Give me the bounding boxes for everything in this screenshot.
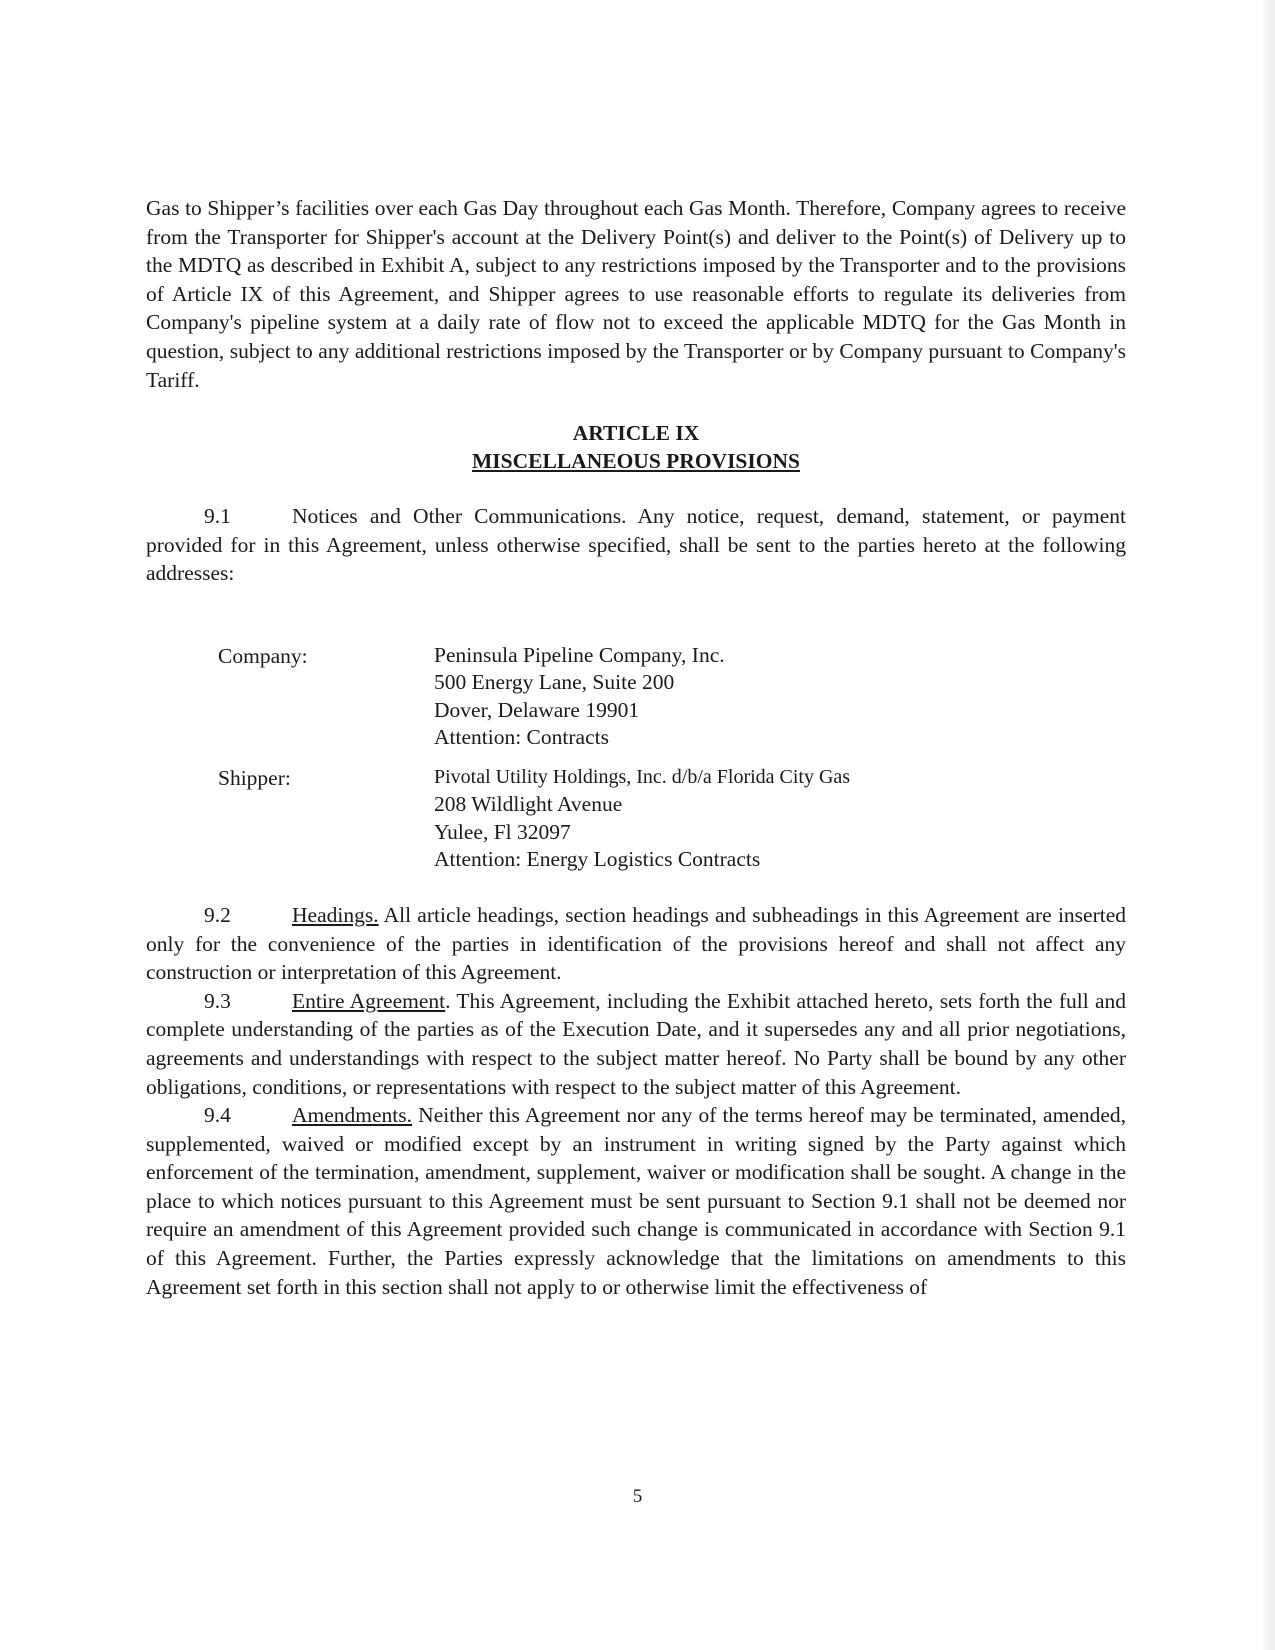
section-9-1 bbox=[146, 502, 1126, 588]
address-spacer-row bbox=[218, 752, 850, 764]
page-content bbox=[146, 194, 1126, 1301]
section-number: 9.4 bbox=[204, 1103, 231, 1128]
address-row-shipper bbox=[218, 764, 850, 874]
section-heading: Amendments. bbox=[292, 1103, 413, 1128]
section-text: All article headings, section headings and subheadings in this Agreement are inserted only for the convenience of the parties in identification of the provisions hereof and shall not affect any construction or interpretation of this Agreement. bbox=[146, 902, 1126, 985]
article-subtitle: MISCELLANEOUS PROVISIONS bbox=[472, 449, 800, 474]
company-city: Dover, Delaware 19901 bbox=[434, 697, 640, 722]
section-9-2 bbox=[146, 901, 1126, 987]
page-number: 5 bbox=[632, 1486, 643, 1507]
article-heading bbox=[146, 419, 1126, 475]
section-number: 9.3 bbox=[204, 988, 231, 1013]
shipper-city: Yulee, Fl 32097 bbox=[434, 819, 571, 844]
section-9-3 bbox=[146, 987, 1126, 1101]
section-text: . This Agreement, including the Exhibit attached hereto, sets forth the full and complete understanding of the parties as of the Execution Date, and it supersedes any and all prior negotiations, agreements and understandings with respect to the subject matter hereof. No Party shall be bound by any other obligations, conditions, or representations with respect to the subject matter of this Agreement. bbox=[146, 988, 1126, 1099]
page-edge-shadow bbox=[1261, 0, 1275, 1650]
address-table bbox=[218, 642, 850, 874]
shipper-name: Pivotal Utility Holdings, Inc. d/b/a Florida City Gas bbox=[434, 765, 851, 788]
section-number: 9.1 bbox=[204, 504, 231, 529]
section-heading: Entire Agreement bbox=[292, 988, 446, 1013]
intro-paragraph: Gas to Shipper’s facilities over each Gas Day throughout each Gas Month. Therefore, Company agrees to receive from the Transporter for Shipper's account at the Delivery Point(s) and deliver to the Point(s) of Delivery up to the MDTQ as described in Exhibit A, subject to any restrictions imposed by the Transporter and to the provisions of Article IX of this Agreement, and Shipper agrees to use reasonable efforts to regulate its deliveries from Company's pipeline system at a daily rate of flow not to exceed the applicable MDTQ for the Gas Month in question, subject to any additional restrictions imposed by the Transporter or by Company pursuant to Company's Tariff. bbox=[146, 196, 1126, 392]
section-9-4 bbox=[146, 1101, 1126, 1301]
section-text: Notices and Other Communications. Any notice, request, demand, statement, or payment provided for in this Agreement, unless otherwise specified, shall be sent to the parties hereto at the following addresses: bbox=[146, 504, 1126, 586]
shipper-attention: Attention: Energy Logistics Contracts bbox=[434, 847, 761, 872]
section-text: Neither this Agreement nor any of the terms hereof may be terminated, amended, supplemented, waived or modified except by an instrument in writing signed by the Party against which enforcement of the termination, amendment, supplement, waiver or modification shall be sought. A change in the place to which notices pursuant to this Agreement must be sent pursuant to Section 9.1 shall not be deemed nor require an amendment of this Agreement provided such change is communicated in accordance with Section 9.1 of this Agreement. Further, the Parties expressly acknowledge that the limitations on amendments to this Agreement set forth in this section shall not apply to or otherwise limit the effectiveness of bbox=[146, 1103, 1126, 1299]
section-number: 9.2 bbox=[204, 902, 231, 927]
shipper-address bbox=[434, 764, 850, 874]
company-name: Peninsula Pipeline Company, Inc. bbox=[434, 642, 725, 667]
shipper-label: Shipper: bbox=[218, 765, 291, 790]
address-spacer bbox=[218, 752, 850, 764]
address-row-company bbox=[218, 642, 850, 752]
article-title: ARTICLE IX bbox=[572, 421, 700, 446]
company-attention: Attention: Contracts bbox=[434, 725, 609, 750]
shipper-street: 208 Wildlight Avenue bbox=[434, 792, 623, 817]
company-street: 500 Energy Lane, Suite 200 bbox=[434, 670, 675, 695]
company-label: Company: bbox=[218, 643, 308, 668]
section-heading: Headings. bbox=[292, 902, 379, 927]
company-address bbox=[434, 642, 850, 752]
